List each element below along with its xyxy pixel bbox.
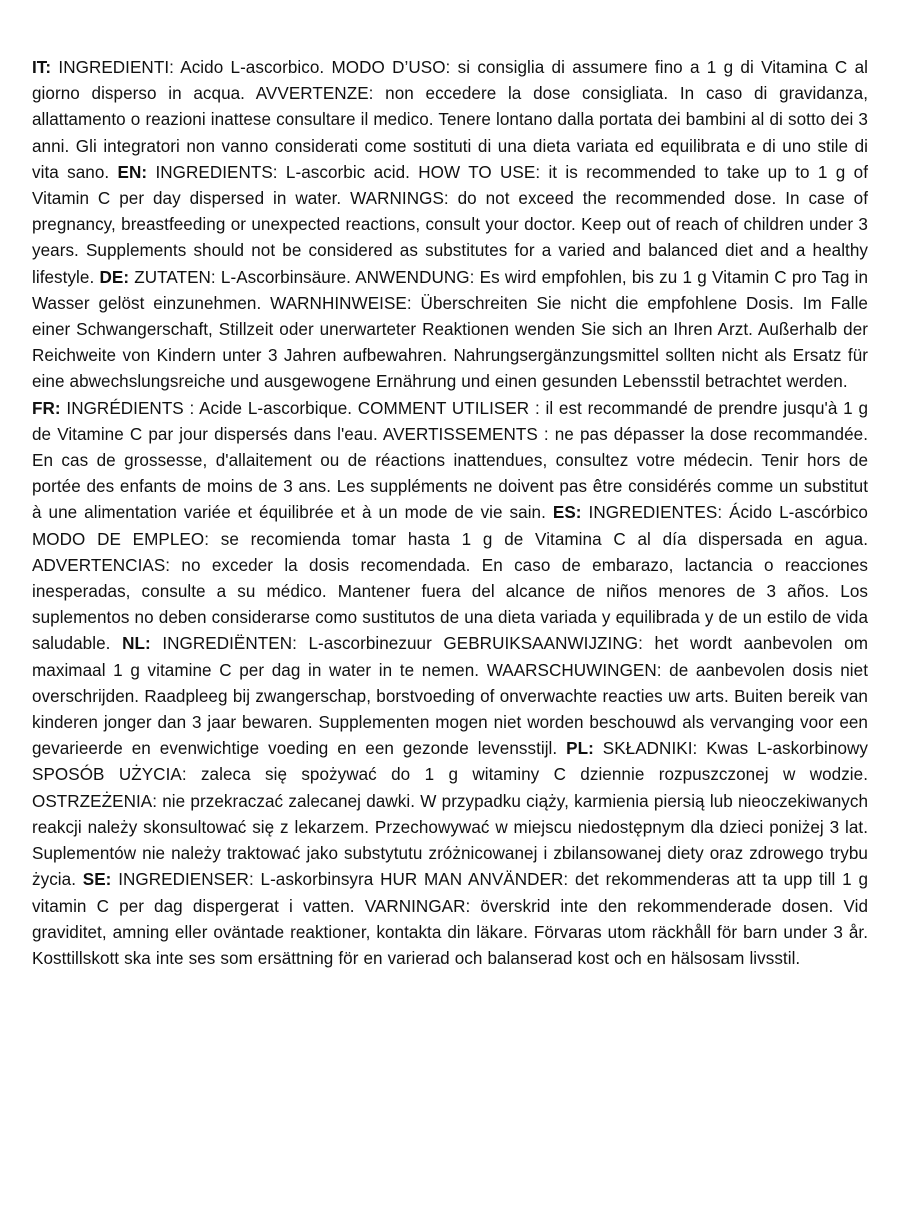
language-code-de: DE: xyxy=(99,267,130,287)
language-code-es: ES: xyxy=(552,503,582,523)
language-text-it: INGREDIENTI: Acido L-ascorbico. MODO D’USO: si consiglia di assumere fino a 1 g di Vitamina C al giorno disperso in acqua. AVVERTENZE: non eccedere la dose consigliata. In caso di gravidanza, allattamento o reazioni inattese consultare il medico. Tenere lontano dalla portata dei bambini al di sotto dei 3 anni. Gli integratori non vanno considerati come sostituti di una dieta variata ed equilibrata e di uno stile di vita sano. xyxy=(32,58,868,182)
language-code-se: SE: xyxy=(82,870,112,890)
language-code-fr: FR: xyxy=(32,398,61,418)
language-text-es: INGREDIENTES: Ácido L-ascórbico MODO DE EMPLEO: se recomienda tomar hasta 1 g de Vitamina C al día dispersada en agua. ADVERTENCIAS: no exceder la dosis recomendada. En caso de embarazo, lactancia o reacciones inesperadas, consulte a su médico. Mantener fuera del alcance de niños menores de 3 años. Los suplementos no deben considerarse como sustitutos de una dieta variada y equilibrada y de un estilo de vida saludable. xyxy=(32,503,868,654)
language-code-en: EN: xyxy=(117,162,148,182)
language-section-es xyxy=(32,503,868,653)
language-text-fr: INGRÉDIENTS : Acide L-ascorbique. COMMENT UTILISER : il est recommandé de prendre jusqu'à 1 g de Vitamine C par jour dispersés dans l'eau. AVERTISSEMENTS : ne pas dépasser la dose recommandée. En cas de grossesse, d'allaitement ou de réactions inattendues, consultez votre médecin. Tenir hors de portée des enfants de moins de 3 ans. Les suppléments ne doivent pas être considérés comme un substitut à une alimentation variée et équilibrée et à un mode de vie sain. xyxy=(32,398,869,523)
language-code-it: IT: xyxy=(32,58,52,77)
language-text-en: INGREDIENTS: L-ascorbic acid. HOW TO USE: it is recommended to take up to 1 g of Vitamin C per day dispersed in water. WARNINGS: do not exceed the recommended dose. In case of pregnancy, breastfeeding or unexpected reactions, consult your doctor. Keep out of reach of children under 3 years. Supplements should not be considered as substitutes for a varied and balanced diet and a healthy lifestyle. xyxy=(32,162,869,287)
language-section-se xyxy=(32,870,868,968)
language-section-pl xyxy=(32,739,868,889)
multilingual-leaflet-text xyxy=(32,55,868,972)
language-section-de xyxy=(32,268,868,392)
language-text-se: INGREDIENSER: L-askorbinsyra HUR MAN ANVÄNDER: det rekommenderas att ta upp till 1 g vitamin C per dag dispergerat i vatten. VARNINGAR: överskrid inte den rekommenderade dosen. Vid graviditet, amning eller oväntade reaktioner, kontakta din läkare. Förvaras utom räckhåll för barn under 3 år. Kosttillskott ska inte ses som ersättning för en varierad och balanserad kost och en hälsosam livsstil. xyxy=(32,870,869,968)
language-text-de: ZUTATEN: L-Ascorbinsäure. ANWENDUNG: Es wird empfohlen, bis zu 1 g Vitamin C pro Tag in Wasser gelöst einzunehmen. WARNHINWEISE: Überschreiten Sie nicht die empfohlene Dosis. Im Falle einer Schwangerschaft, Stillzeit oder unerwarteter Reaktionen wenden Sie sich an Ihren Arzt. Außerhalb der Reichweite von Kindern unter 3 Jahren aufbewahren. Nahrungsergänzungsmittel sollten nicht als Ersatz für eine abwechslungsreiche und ausgewogene Ernährung und einen gesunden Lebensstil betrachtet werden. xyxy=(32,267,869,392)
language-text-pl: SKŁADNIKI: Kwas L-askorbinowy SPOSÓB UŻYCIA: zaleca się spożywać do 1 g witaminy C dziennie rozpuszczonej w wodzie. OSTRZEŻENIA: nie przekraczać zalecanej dawki. W przypadku ciąży, karmienia piersią lub nieoczekiwanych reakcji należy skonsultować się z lekarzem. Przechowywać w miejscu niedostępnym dla dzieci poniżej 3 lat. Suplementów nie należy traktować jako substytutu zróżnicowanej i zbilansowanej diety oraz zdrowego trybu życia. xyxy=(32,739,868,890)
language-code-pl: PL: xyxy=(566,739,594,759)
language-code-nl: NL: xyxy=(122,634,151,654)
language-text-nl: INGREDIËNTEN: L-ascorbinezuur GEBRUIKSAANWIJZING: het wordt aanbevolen om maximaal 1 g vitamine C per dag in water in te nemen. WAARSCHUWINGEN: de aanbevolen dosis niet overschrijden. Raadpleeg bij zwangerschap, borstvoeding of onverwachte reacties uw arts. Buiten bereik van kinderen jonger dan 3 jaar bewaren. Supplementen mogen niet worden beschouwd als vervanging voor een gevarieerde en evenwichtige voeding en een gezonde levensstijl. xyxy=(32,634,869,759)
leaflet-paragraph-group-2 xyxy=(32,396,868,972)
leaflet-paragraph-group-1 xyxy=(32,55,868,396)
